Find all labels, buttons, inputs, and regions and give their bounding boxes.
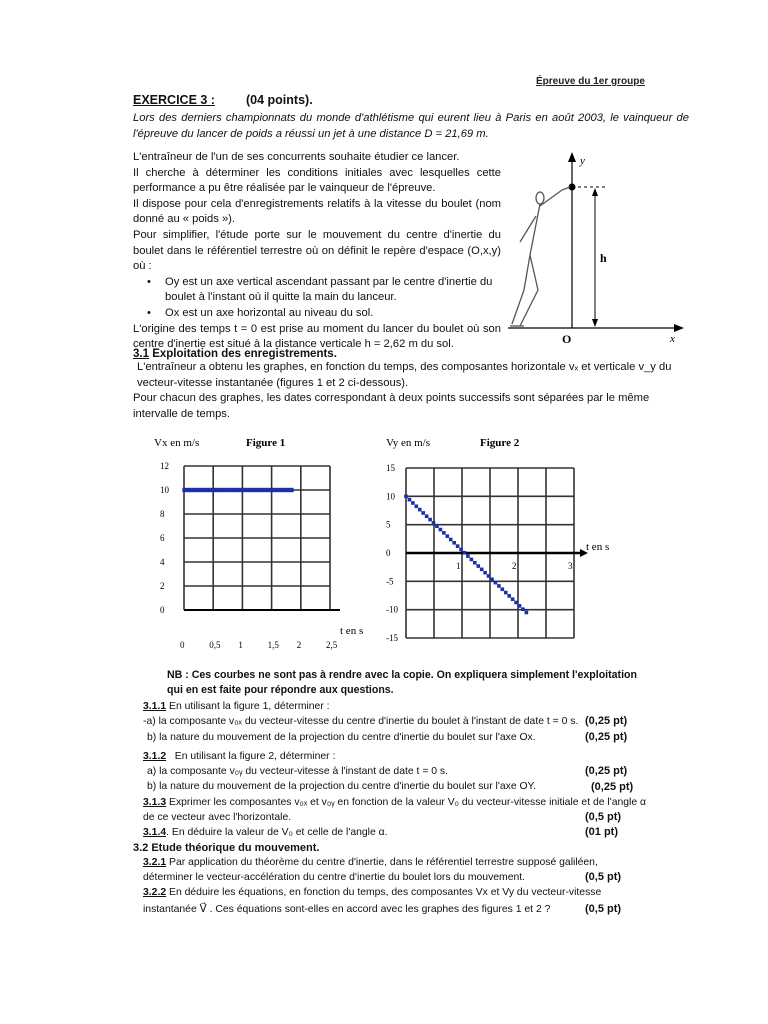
q312b-points: (0,25 pt) [591, 781, 634, 793]
fig2-title: Figure 2 [480, 437, 520, 449]
fig2-data-point [442, 531, 446, 535]
fig1-data-point [275, 488, 278, 492]
fig1-data-point [226, 488, 229, 492]
fig2-xlabel: t en s [586, 541, 610, 553]
fig1-data-point [260, 488, 263, 492]
exercise-intro: Lors des derniers championnats du monde d'athlétisme qui eurent lieu à Paris en août 2003, le vainqueur de l'épreuve du lancer de poids a réussi un jet à une distance D = 21,69 m. [133, 112, 689, 140]
fig2-data-point [439, 528, 443, 532]
fig2-y-tick: 15 [386, 463, 395, 473]
context-line: Pour simplifier, l'étude porte sur le mouvement du centre d'inertie du boulet dans le référentiel terrestre où on définit le repère d'espace (O,x,y) où : [133, 228, 501, 273]
fig1-data-point [182, 488, 185, 492]
fig2-data-point [501, 587, 505, 591]
fig1-data-point [192, 488, 195, 492]
fig2-data-point [487, 574, 491, 578]
context-line: Il cherche à déterminer les conditions initiales avec lesquelles cette performance a pu être réalisée par le vainqueur de l'épreuve. [133, 166, 501, 195]
fig1-data-point [284, 488, 287, 492]
fig2-data-point [490, 578, 494, 582]
fig1-x-tick: 1,5 [267, 640, 279, 650]
fig1-y-tick: 4 [160, 557, 165, 567]
fig2-ylabel: Vy en m/s [386, 437, 430, 449]
fig2-y-tick: -5 [386, 576, 394, 587]
fig1-data-point [216, 488, 219, 492]
fig1-data-point [263, 488, 266, 492]
origin-label: O [562, 332, 572, 346]
fig1-data-point [256, 488, 259, 492]
q311a: -a) la composante v₀ₓ du vecteur-vitesse du centre d'inertie du boulet à l'instant de date t = 0 s. [143, 716, 579, 727]
fig2-y-tick: 10 [386, 491, 395, 502]
fig2-data-point [473, 561, 477, 565]
questions [133, 700, 693, 920]
fig2-data-point [494, 581, 498, 585]
fig1-data-point [266, 488, 269, 492]
fig1-data-point [281, 488, 284, 492]
fig2-data-point [514, 601, 518, 605]
fig1-data-point [204, 488, 207, 492]
fig2-x-tick: 2 [512, 561, 517, 571]
fig1-data-point [210, 488, 213, 492]
fig1-data-point [244, 488, 247, 492]
fig1-y-tick: 8 [160, 509, 165, 519]
figure-1-chart [148, 432, 378, 658]
fig1-data-point [198, 488, 201, 492]
context-origin: L'origine des temps t = 0 est prise au moment du lancer du boulet où son centre d'inertie est situé à la distance verticale h = 2,62 m du sol. [133, 322, 501, 351]
q312: 3.1.2 En utilisant la figure 2, déterminer : [143, 751, 336, 762]
fig2-data-point [408, 498, 412, 502]
section-3-1-text: L'entraîneur a obtenu les graphes, en fonction du temps, des composantes horizontale vₓ et verticale v_y du vecteur-vitesse instantanée (figures 1 et 2 ci-dessous). [137, 361, 672, 389]
fig2-data-point [415, 504, 419, 508]
fig2-data-point [456, 544, 460, 548]
q313-points: (0,5 pt) [585, 811, 622, 823]
section-3-1-text: Pour chacun des graphes, les dates correspondant à deux points successifs sont séparées par le même intervalle de temps. [133, 392, 650, 420]
fig1-data-point [189, 488, 192, 492]
section-3-1-title: 3.1 Exploitation des enregistrements. [133, 348, 337, 360]
fig2-data-point [504, 591, 508, 595]
q321: 3.2.1 Par application du théorème du centre d'inertie, dans le référentiel terrestre supposé galiléen, [143, 857, 598, 868]
x-axis-arrow-icon [674, 324, 684, 332]
y-axis-label: y [580, 155, 585, 167]
fig1-data-point [219, 488, 222, 492]
fig1-ylabel: Vx en m/s [154, 437, 200, 449]
fig1-data-point [195, 488, 198, 492]
q313: 3.1.3 Exprimer les composantes v₀ₓ et v₀ᵧ en fonction de la valeur V₀ du vecteur-vitesse initiale et de l'angle α [143, 797, 647, 808]
fig1-data-point [235, 488, 238, 492]
fig1-y-tick: 2 [160, 581, 165, 591]
fig2-data-point [521, 607, 525, 611]
fig2-data-point [525, 611, 529, 615]
q314-points: (01 pt) [585, 826, 618, 838]
fig2-data-point [418, 508, 422, 512]
fig1-data-point [287, 488, 290, 492]
thrower-figure-icon [510, 187, 570, 326]
fig2-data-point [425, 514, 429, 518]
q321-points: (0,5 pt) [585, 871, 622, 883]
axes-list [133, 275, 501, 322]
fig2-data-point [435, 524, 439, 528]
fig1-data-point [201, 488, 204, 492]
fig2-data-point [511, 597, 515, 601]
fig2-data-point [459, 548, 463, 552]
q311b: b) la nature du mouvement de la projection du centre d'inertie du boulet sur l'axe Ox. [147, 732, 536, 743]
y-axis-arrow-icon [568, 152, 576, 162]
fig1-data-point [223, 488, 226, 492]
fig2-data-point [449, 538, 453, 542]
fig1-x-tick: 2 [296, 640, 302, 650]
fig2-y-tick: -10 [386, 604, 398, 615]
fig1-data-point [278, 488, 281, 492]
fig1-title: Figure 1 [246, 437, 286, 449]
fig1-data-point [272, 488, 275, 492]
exercise-points: (04 points). [246, 93, 313, 107]
context-line: Il dispose pour cela d'enregistrements relatifs à la vitesse du boulet (nom donné au « poids »). [133, 197, 501, 226]
fig1-data-point [207, 488, 210, 492]
context-line: L'entraîneur de l'un de ses concurrents souhaite étudier ce lancer. [133, 151, 460, 163]
fig2-data-point [463, 551, 467, 555]
section-3-1 [133, 348, 689, 422]
q322: 3.2.2 En déduire les équations, en fonction du temps, des composantes Vx et Vy du vecteur-vitesse [143, 887, 602, 898]
fig1-data-point [290, 488, 293, 492]
x-axis-label: x [670, 333, 675, 345]
q311a-points: (0,25 pt) [585, 715, 628, 727]
fig1-y-tick: 0 [160, 605, 165, 615]
fig1-y-tick: 12 [160, 461, 169, 471]
fig2-data-point [452, 541, 456, 545]
fig2-data-point [432, 521, 436, 525]
fig1-x-tick: 0 [180, 640, 185, 650]
fig2-data-point [466, 554, 470, 558]
fig2-data-point [507, 594, 511, 598]
fig2-y-tick: 5 [386, 519, 391, 530]
fig1-data-point [241, 488, 244, 492]
q312b: b) la nature du mouvement de la projection du centre d'inertie du boulet sur l'axe OY. [147, 781, 537, 792]
thrower-diagram [500, 150, 690, 350]
fig2-y-tick: -15 [386, 633, 398, 643]
q314: 3.1.4. En déduire la valeur de V₀ et celle de l'angle α. [143, 827, 388, 838]
fig2-data-point [428, 518, 432, 522]
page-header: Épreuve du 1er groupe [536, 76, 645, 87]
fig2-data-point [445, 534, 449, 538]
fig2-data-point [518, 604, 522, 608]
fig1-data-point [238, 488, 241, 492]
fig2-x-tick: 1 [456, 561, 461, 571]
fig1-data-point [253, 488, 256, 492]
fig2-data-point [497, 584, 501, 588]
fig1-x-tick: 2,5 [326, 640, 338, 650]
q322-points: (0,5 pt) [585, 903, 622, 915]
section-3-2-title: 3.2 Etude théorique du mouvement. [133, 842, 320, 854]
fig2-y-tick: 0 [386, 548, 391, 558]
fig2-data-point [421, 511, 425, 515]
q321-cont: déterminer le vecteur-accélération du centre d'inertie du boulet lors du mouvement. [143, 872, 526, 883]
q312a: a) la composante v₀ᵧ du vecteur-vitesse à l'instant de date t = 0 s. [147, 766, 449, 777]
q313-cont: de ce vecteur avec l'horizontale. [143, 812, 292, 823]
exercise-title: EXERCICE 3 : [133, 93, 215, 107]
q322-cont: instantanée V⃗ . Ces équations sont-elles en accord avec les graphes des figures 1 et 2 ? [143, 904, 551, 915]
fig1-data-point [232, 488, 235, 492]
fig2-data-point [476, 564, 480, 568]
context-text [133, 150, 501, 353]
q311b-points: (0,25 pt) [585, 731, 628, 743]
fig1-x-tick: 0,5 [209, 640, 221, 650]
q311: 3.1.1 En utilisant la figure 1, déterminer : [143, 701, 330, 712]
axis-bullet: • Ox est un axe horizontal au niveau du sol. [155, 306, 501, 322]
fig1-data-point [269, 488, 272, 492]
fig2-data-point [411, 501, 415, 505]
fig2-data-point [404, 495, 408, 499]
axis-bullet: • Oy est un axe vertical ascendant passant par le centre d'inertie du boulet à l'instant où il quitte la main du lanceur. [155, 275, 501, 306]
fig1-y-tick: 6 [160, 533, 165, 543]
fig1-xlabel: t en s [340, 625, 364, 637]
height-label: h [600, 251, 607, 265]
fig2-data-point [470, 558, 474, 562]
fig1-x-tick: 1 [238, 640, 243, 650]
fig1-data-point [213, 488, 216, 492]
fig1-data-point [229, 488, 232, 492]
figure-2-chart [368, 432, 638, 658]
fig1-data-point [250, 488, 253, 492]
fig1-y-tick: 10 [160, 485, 169, 495]
fig1-data-point [185, 488, 188, 492]
fig2-data-point [483, 571, 487, 575]
fig2-x-tick: 3 [568, 561, 573, 571]
fig1-data-point [247, 488, 250, 492]
nb-note: NB : Ces courbes ne sont pas à rendre avec la copie. On expliquera simplement l'exploitation qui en est faite pour répondre aux questions. [167, 669, 637, 696]
q312a-points: (0,25 pt) [585, 765, 628, 777]
fig2-data-point [480, 568, 484, 572]
